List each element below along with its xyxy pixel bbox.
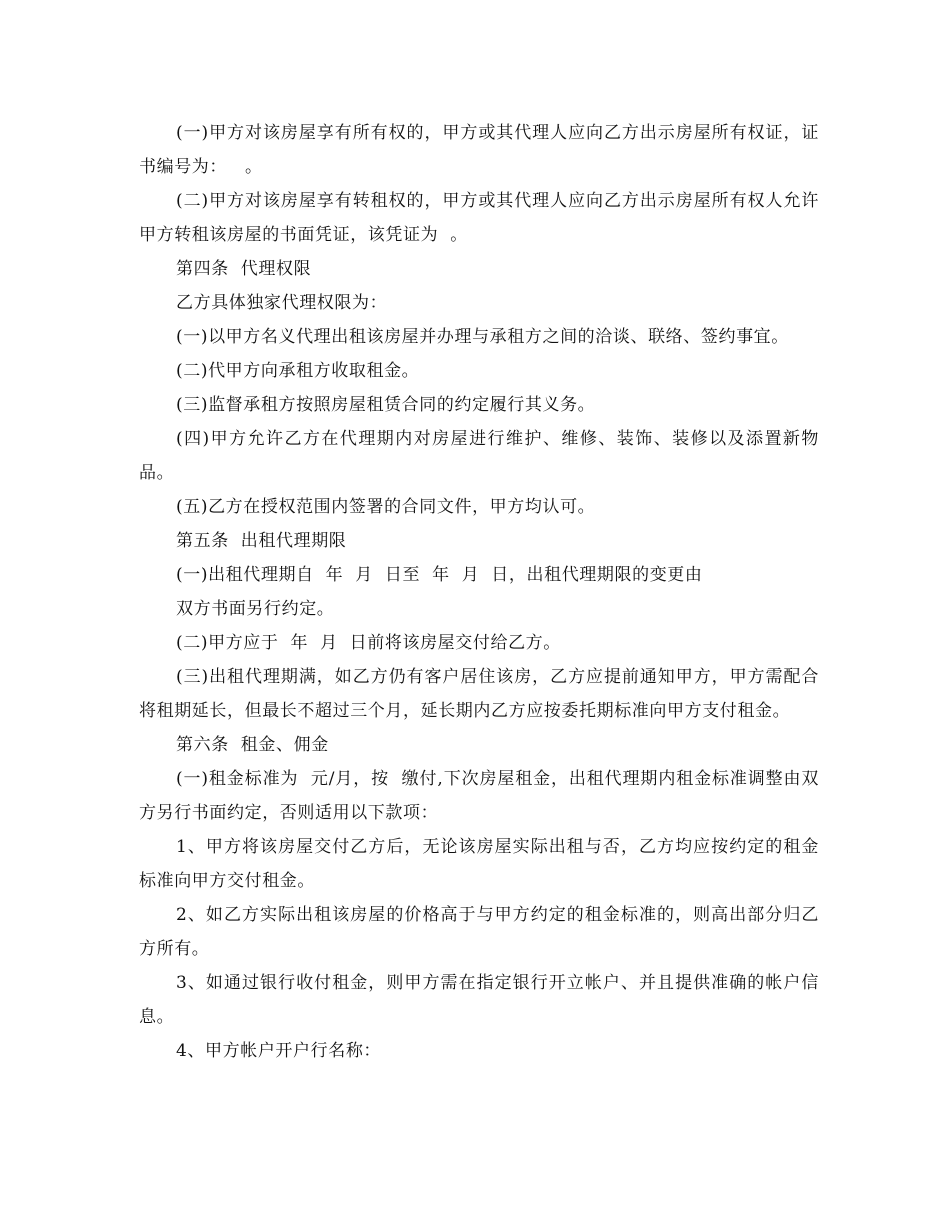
clause-paragraph: (二)甲方应于 年 月 日前将该房屋交付给乙方。 xyxy=(176,633,561,653)
article-heading: 第五条 出租代理期限 xyxy=(176,531,347,551)
clause-paragraph: (五)乙方在授权范围内签署的合同文件，甲方均认可。 xyxy=(176,497,596,517)
clause-paragraph: (二)代甲方向承租方收取租金。 xyxy=(176,361,420,381)
clause-paragraph: (三)出租代理期满，如乙方仍有客户居住该房，乙方应提前通知甲方，甲方需配合将租期延长，但最长不超过三个月，延长期内乙方应按委托期标准向甲方支付租金。 xyxy=(139,667,819,721)
clause-paragraph: 乙方具体独家代理权限为： xyxy=(176,293,388,313)
clause-paragraph: 双方书面另行约定。 xyxy=(176,599,335,619)
clause-paragraph: (一)租金标准为 元/月，按 缴付,下次房屋租金，出租代理期内租金标准调整由双方另行书面约定，否则适用以下款项： xyxy=(139,769,819,823)
article-heading: 第四条 代理权限 xyxy=(176,259,312,279)
clause-paragraph: 2、如乙方实际出租该房屋的价格高于与甲方约定的租金标准的，则高出部分归乙方所有。 xyxy=(139,905,819,959)
clause-paragraph: 4、甲方帐户开户行名称： xyxy=(176,1041,382,1061)
clause-paragraph: (三)监督承租方按照房屋租赁合同的约定履行其义务。 xyxy=(176,395,596,415)
article-heading: 第六条 租金、佣金 xyxy=(176,735,329,755)
clause-paragraph: 3、如通过银行收付租金，则甲方需在指定银行开立帐户、并且提供准确的帐户信息。 xyxy=(139,973,819,1027)
clause-paragraph: (二)甲方对该房屋享有转租权的，甲方或其代理人应向乙方出示房屋所有权人允许甲方转租该房屋的书面凭证，该凭证为 。 xyxy=(139,191,819,245)
clause-paragraph: (一)甲方对该房屋享有所有权的，甲方或其代理人应向乙方出示房屋所有权证，证书编号为： 。 xyxy=(139,123,819,177)
clause-paragraph: (一)出租代理期自 年 月 日至 年 月 日，出租代理期限的变更由 xyxy=(176,565,703,585)
clause-paragraph: (四)甲方允许乙方在代理期内对房屋进行维护、维修、装饰、装修以及添置新物品。 xyxy=(139,429,819,483)
clause-paragraph: 1、甲方将该房屋交付乙方后，无论该房屋实际出租与否，乙方均应按约定的租金标准向甲方交付租金。 xyxy=(139,837,819,891)
clause-paragraph: (一)以甲方名义代理出租该房屋并办理与承租方之间的洽谈、联络、签约事宜。 xyxy=(176,327,789,347)
document-body xyxy=(139,116,819,1068)
